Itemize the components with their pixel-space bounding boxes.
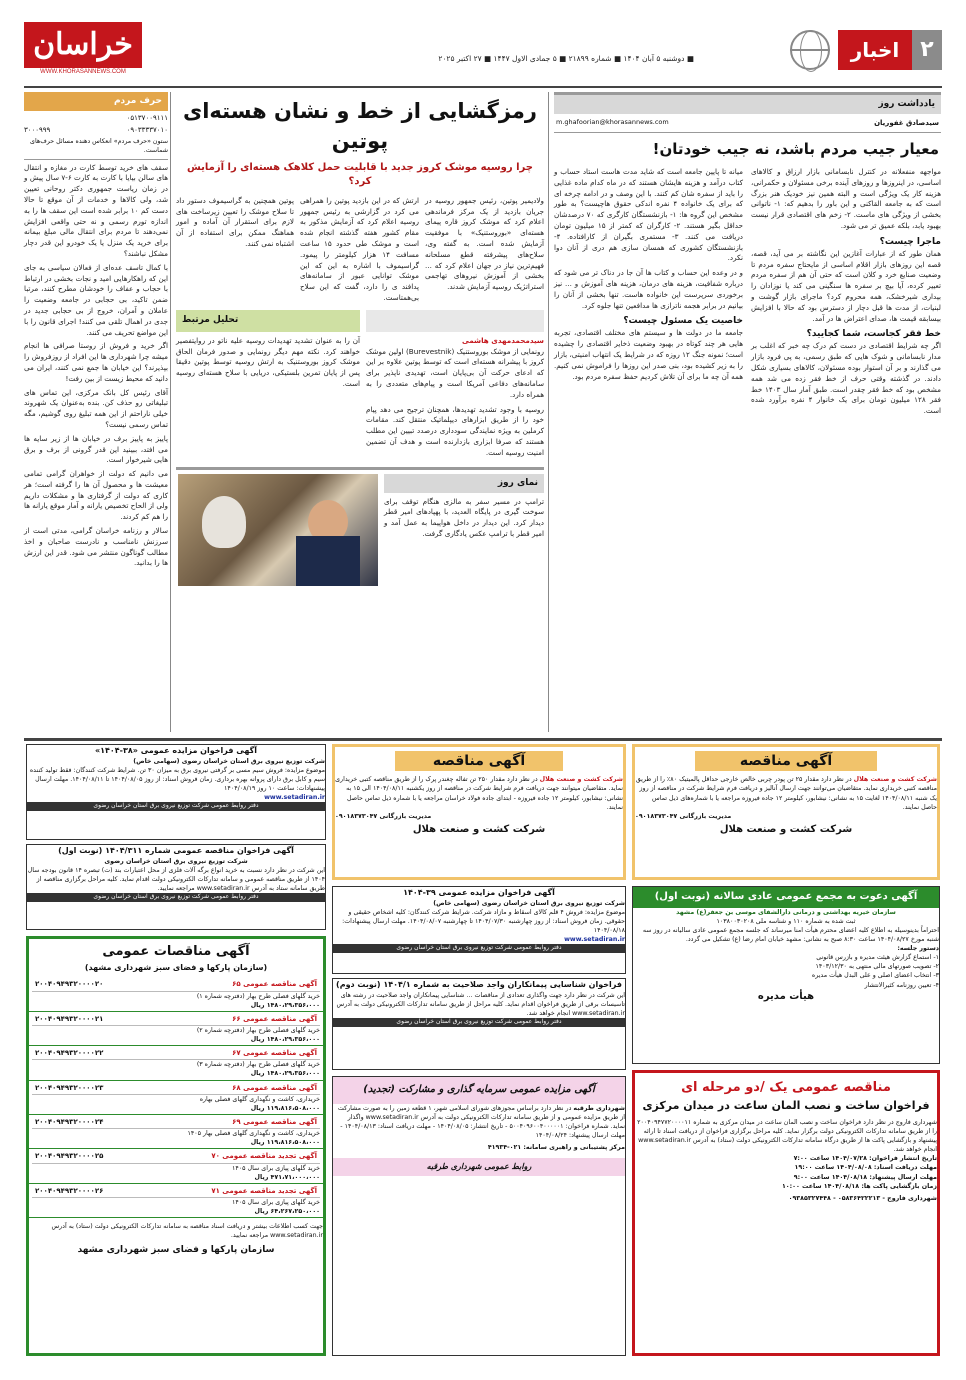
- agenda-item: ۱- استماع گزارش هیئت مدیره و بازرس قانونی: [816, 954, 939, 962]
- parks-tender-item[interactable]: [29, 1081, 323, 1115]
- tender-subject: خرید گلهای فصلی طرح بهار (دفترچه شماره ۳): [196, 1061, 320, 1069]
- tender-subject: خریداری، کاشت و نگهداری گلهای فصلی بهاره: [199, 1095, 320, 1103]
- ad-title: آگهی مناقصه: [695, 751, 877, 771]
- people-voice-intro: ستون «حرف مردم» انعکاس دهنده مسائل حرف‌های شماست.: [24, 137, 168, 159]
- lead-para: ولادیمیر پوتین، رئیس جمهور روسیه در جریان بازدید از یک مرکز فرماندهی اعلام کرد که موشک کروز قاره پیمای هسته‌ای «بوروستنیک» با موفقیت آزمایش شده است. به گفته وی، سلاح‌های پیشرفته قطع مسلحانه فهیم‌ترین نیاز در جهان اعلام کرد که ... بخشی از آموزش نیروهای تهاجمی استراتژیک روسیه آزمایش شدند.: [425, 195, 544, 292]
- ad-org: سازمان خیریه بهداشتی و درمانی دارالشفای موسی بن جعفر(ع) مشهد: [676, 908, 896, 916]
- analysis-label: تحلیل مرتبط: [176, 310, 360, 332]
- ad-footer: دفتر روابط عمومی شرکت توزیع نیروی برق استان خراسان رضوی: [27, 802, 325, 811]
- auction-ad-1[interactable]: [26, 744, 326, 840]
- clock-tender-ad[interactable]: [632, 1070, 940, 1356]
- phone-number[interactable]: ۰۵۱۳۷۰۰۹۱۱۱: [126, 114, 168, 123]
- ad-body: شهرداری فاروج در نظر دارد فراخوان ساخت و نصب المان ساعت در میدان مرکزی به شماره ۲۰۰۴۰۹۴۷۷۲۰۰۰۰۱۱ را از طریق سامانه تدارکات الکترونیکی دولت برگزار نماید. کلیه مراحل برگزاری فراخوان از دریافت اسناد تا ارائه پیشنهاد و بازگشایی پاکت ها از طریق درگاه سامانه تدارکات الکترونیکی دولت (ستاد) به آدرس www.setadiran.ir انجام خواهد شد.: [637, 1118, 937, 1154]
- editorial-para: همان طور که از عبارات آغازین این نگاشته بر می آید، قصه، قصه این روزهای بازار اقلام اساسی از مایحتاج سفره مردم تا وضعیت صنایع خرد و کلان است که حتی آن هم از سفره مردم تعییر کرده، آیا بیچ بر سفره ها سنگینی می کند یا نوزادان را بیداری شیرخشک، همه محروم کرد؟ ماجرای بازار گوشت و لبنیات، از مدت ها قبل دچار از دسترس بود که حالا با افزایش بیسابقه قیمت ها، صدای اعتراض ها در آمد.: [751, 248, 941, 323]
- ad-title: مناقصه عمومی یک /دو مرحله ای: [681, 1080, 891, 1095]
- parks-tender-item[interactable]: [29, 977, 323, 1011]
- ad-org: شرکت کشت و صنعت هلال: [539, 776, 623, 784]
- tender-code: ۲۰۰۴۰۹۴۹۳۲۰۰۰۰۲۲: [35, 1049, 104, 1058]
- ad-body: موضوع مزایده: فروش ۴ قلم کالای اسقاط و مازاد شرکت. شرایط شرکت کنندگان: کلیه اشخاص حقیقی و حقوقی. زمان فروش اسناد: از روز چهارشنبه ۱۴۰۴/۰۷/۳۰ تا چهارشنبه ۱۴۰۴/۰۸/۰۷. مهلت ارسال پیشنهادات: ۱۴۰۴/۰۸/۱۸: [342, 908, 625, 934]
- qualification-ad[interactable]: [332, 978, 626, 1070]
- agenda-item: ۳- انتخاب اعضای اصلی و علی البدل هیأت مدیره: [811, 972, 939, 980]
- editorial-para: میانه تا پایین جامعه است که شاید مدت هاست استاد حساب و کتاب درآمد و هزینه هایشان هستند که در ماه کدام ماده غذایی را باید از سفره شان کم کنند. با این وصف و در ادامه چرخه ای که برای یک خانواده ۴ نفره اندکی حقوق هاچیست؟ به طور مشخص این گروه ها: ۱- بازنشستگان کارگری که ۷۰ درصدشان حداقل بگیر هستند. ۲- کارگران که کمتر از ۱۵ میلیون تومان دریافت می کنند. ۳- مستمری بگیران از کارافتاده. ۴- بازنشستگان کشوری که همسان سازی هم دری از آنان دوا نکرد.: [554, 166, 744, 263]
- tender-amount: ۱۱۹،۸۱۶،۵۰۸،۰۰۰ ریال: [250, 1139, 320, 1147]
- tender-code: ۲۰۰۴۰۹۴۹۳۲۰۰۰۰۲۶: [35, 1186, 104, 1195]
- ad-subtitle: (سازمان پارکها و فضای سبز شهرداری مشهد): [84, 962, 268, 972]
- author-name: سیدصادق غفوریان: [874, 119, 939, 128]
- people-voice-item: سالار و رزنامه خراسان گرامی، مدتی است از سرزنش نا‌مناسب و نادرست صاحبان و اخذ مطالب گوناگون منتشر می شود. قدر این ارزش ها را بدانید.: [24, 526, 168, 568]
- ad-reg: ثبت شده به شماره ۱۱۰ و شناسه ملی ۱۰۳۸۰۰۳۰۲۰۸: [716, 917, 856, 925]
- people-voice-item: پاییز به پاییز برف در خیابان ها از زیر سایه ها می افتد، ببینید این قدر گرونی از برف و برق هایی شیرخوار است.: [24, 433, 168, 465]
- parks-tender-item[interactable]: [29, 1012, 323, 1046]
- tender-subject: خرید گلهای فصلی طرح بهار (دفترچه شماره ۱): [196, 992, 320, 1000]
- ad-org: شرکت توزیع نیروی برق استان خراسان رضوی (سهامی خاص): [433, 899, 625, 907]
- ad-footer: دفتر روابط عمومی شرکت توزیع نیروی برق استان خراسان رضوی: [333, 944, 625, 953]
- editorial-col-a: [751, 167, 941, 417]
- ad-date: مهلت دریافت اسناد: ۱۴۰۴/۰۸/۰۸ ساعت ۱۹:۰۰: [794, 1164, 937, 1172]
- masthead: [24, 22, 942, 84]
- people-voice-item: می دانیم که دولت از خواهران گرامی تمامی معیشت ها و محصول آن ها را گرفته است؛ هر کاری که دولت از گرفتاری ها و مشکلات داریم ولی از الحاح تخصیص یارانه و آمار موقع یارانه ها را هم کم کردند.: [24, 469, 168, 522]
- people-voice-column: [24, 92, 168, 732]
- people-voice-item: اگر خرید و فروش از روستا صرافی ها انجام میشه چرا شهرداری ها این افراد از روزفروش را بپذیرند؟ این خیابان ها جمع نمی کنند، ایران می دانید که محیط زیست از بین رفت!: [24, 341, 168, 383]
- ad-title: آگهی فراخوان مزایده عمومی «۳۸-۱۴۰۴»: [94, 746, 258, 755]
- tender-subject: خرید گلهای فصلی طرح بهار (دفترچه شماره ۲): [196, 1026, 320, 1034]
- page-number: ۲: [912, 30, 942, 70]
- tender-name: آگهی تجدید مناقصه عمومی ۷۱: [211, 1186, 317, 1195]
- editorial-para: و در وعده این حساب و کتاب ها آن جا در دناک تر می شود که درباره شفافیت، هزینه های درمان، هزینه های آموزش و ... نیز برخوردی سرپرست این خانواده هاست. تنها بخشی از آنان را بیانیم در برابر هجمه ناترازی ها مدافعین تنها جلوه کرد.: [554, 268, 743, 310]
- ad-title: آگهی مزایده عمومی سرمایه گذاری و مشارکت (تجدید): [333, 1077, 625, 1104]
- ad-org: شهرداری طرقبه: [573, 1104, 625, 1112]
- editorial-para: اگر چه شرایط اقتصادی در دست کم درک چه خبر که اغلب بر مدار نابسامانی و شوک هایی که طبق رسمی، به پی فرود بازار می گذارند و بر آن استوار بوده مسئولان، کالاهای بسیاری شکل دادند. در گذشته وقتی حرف از خط فقر زده می شد همه مشخص بود که خط فقر چقدر است. طبق آمار سال ۱۴۰۳ خط فقر ۱۲۸ میلیون تومان برای یک خانوار ۴ نفره برآورد شده است.: [751, 341, 941, 416]
- parks-tender-item[interactable]: [29, 1149, 323, 1183]
- ad-title: آگهی مناقصات عمومی: [102, 944, 250, 959]
- ad-note: جهت کسب اطلاعات بیشتر و دریافت اسناد مناقصه به سامانه تدارکات الکترونیکی دولت (ستاد) به آدرس www.setadiran.ir مراجعه نمایید.: [51, 1223, 323, 1240]
- tender-name: آگهی تجدید مناقصه عمومی ۷۰: [211, 1152, 317, 1161]
- analysis-para: آن را به عنوان تشدید تهدیدات روسیه علیه ناتو در روایتفصیر خواهند کرد. نکته مهم دیگر رونمایی و صدور فرمان الحاق موشک کروز بوروستنیک به ارتش روسیه توسط پوتین دقیقا پس از پایان تمرین بلستیکی، دریایی با سلاح هسته‌ای روسیه است.: [176, 335, 360, 389]
- assembly-title: آگهی دعوت به مجمع عمومی عادی سالانه: [713, 891, 918, 902]
- lead-title[interactable]: رمزگشایی از خط و نشان هسته‌ای پوتین: [182, 99, 538, 154]
- tender-subject: خریداری، کاشت و نگهداری گلهای فصلی بهار ۱۴۰۵: [187, 1130, 320, 1138]
- ad-body: در نظر دارد براساس مجوزهای شورای اسلامی شهر، ۱ قطعه زمین را به صورت مشارکت از طریق مزایده عمومی و از طریق سامانه تدارکات الکترونیکی دولت به آدرس www.setadiran.ir واگذار نماید. شماره فراخوان: ۵۰۰۴۰۹۶۰۰۴۰۰۰۰۰۱ - تاریخ انتشار: ۱۴۰۴/۰۸/۰۵ - مهلت دریافت اسناد: ۱۴۰۴/۰۸/۱۳ - مهلت ارسال پیشنهاد: ۱۴۰۴/۰۸/۲۴: [337, 1104, 625, 1139]
- header-divider: [24, 86, 942, 88]
- dateline: ■ دوشنبه ۵ آبان ۱۴۰۴ ■ شماره ۲۱۸۹۹ ■ ۵ جمادی الاول ۱۴۴۷ ■ ۲۷ اکتبر ۲۰۲۵: [438, 54, 694, 63]
- parks-tender-item[interactable]: [29, 1184, 323, 1218]
- editorial-subhead: خاصیت یک مسئول چیست؟: [623, 316, 743, 327]
- agenda-title: دستور جلسه:: [897, 945, 939, 952]
- ad-body: این شرکت در نظر دارد جهت واگذاری تعدادی از مناقصات ... شناسایی پیمانکاران واجد صلاحیت در رشته های تاسیسات برقی از طریق فراخوان اقدام نماید. کلیه مراحل از طریق سامانه تدارکات الکترونیکی دولت به آدرس www.setadiran.ir انجام خواهد شد.: [336, 991, 625, 1017]
- editorial-subhead: ماجرا چیست؟: [879, 236, 941, 247]
- tender-code: ۲۰۰۴۰۹۴۹۳۲۰۰۰۰۲۳: [35, 1083, 104, 1092]
- tender-amount: ۶۴،۲۶۷،۲۵۰،۰۰۰ ریال: [254, 1208, 320, 1216]
- ad-phone: مدیریت بازرگانی ۰۹۰۱۸۳۷۳۰۴۷: [335, 812, 432, 820]
- tender-amount: ۴۷۱،۷۱،۰۰۰،۰۰۰ ریال: [254, 1173, 320, 1181]
- ad-org: شرکت کشت و صنعت هلال: [853, 776, 937, 784]
- editorial-para: مواجهه منفعلانه در کنترل نابسامانی بازار ارزاق و کالاهای اساسی، در اینروزها و روزهای آینده برخی مسئولان و حکمرانی، هزینه کار یک ویژگی است و البته همین نیز خودیک هنر بزرگ است که به جامعه القاکنی و این باور را بدهیم که: ۱- ناتوانی بخشی از ویژگی های ماست. ۲- زخم های اقتصادی قرار نیست بهبود یابد، بلکه عمیق تر می شود.: [751, 166, 942, 230]
- editorial-col-b: [554, 167, 743, 417]
- tender-amount: ۱۱۹،۸۱۶،۵۰۸،۰۰۰ ریال: [250, 1104, 320, 1112]
- ad-date: مهلت ارسال پیشنهاد: ۱۴۰۴/۰۸/۱۸ ساعت ۹:۰۰: [793, 1173, 937, 1181]
- website-url: WWW.KHORASANNEWS.COM: [40, 69, 126, 75]
- ad-title: آگهی مناقصه: [395, 751, 563, 771]
- ad-website[interactable]: www.setadiran.ir: [564, 936, 625, 944]
- tender-ad-2[interactable]: [332, 744, 626, 880]
- people-voice-item: با کمال تاسف عده‌ای از فعالان سیاسی به جای این که راهکارهایی امید و نجات بخشی در ارتباط با حجاب و عفاف را خودشان مطرح کنند، مرتبا ضمن تاکید، بی حجابی در جامعه وضعیت را عاملان و آمران، خروج از بی حجابی جدید در جدی در اهمال تلقی می کنند! اجرای قانون را با این مواضع تحریف می کنند.: [24, 262, 168, 337]
- ad-date: تاریخ انتشار فراخوان: ۱۴۰۴/۰۷/۲۸ ساعت ۷:۰۰: [793, 1155, 937, 1163]
- tender-subject: خرید گلهای پیازی برای سال ۱۴۰۵: [231, 1198, 320, 1206]
- ad-org: شرکت توزیع نیروی برق استان خراسان رضوی (سهامی خاص): [133, 757, 325, 765]
- analysis-author: سیدمحمدمهدی هاشمی: [461, 335, 544, 345]
- assembly-ad[interactable]: [632, 886, 940, 1064]
- tender-code: ۲۰۰۴۰۹۴۹۳۲۰۰۰۰۲۰: [35, 980, 104, 989]
- tender-name: آگهی مناقصه عمومی ۶۵: [232, 980, 317, 989]
- lead-story: [176, 92, 544, 732]
- tender-subject: خرید گلهای پیازی برای سال ۱۴۰۵: [231, 1164, 320, 1172]
- ad-title: آگهی فراخوان مناقصه عمومی شماره ۱۴۰۴/۳۱۱ (نوبت اول): [58, 846, 294, 855]
- section-title: اخبار: [850, 37, 900, 62]
- news-photo[interactable]: [178, 474, 378, 586]
- tender-ad-1[interactable]: [632, 744, 940, 880]
- tender-name: آگهی مناقصه عمومی ۶۶: [232, 1014, 317, 1023]
- editorial-label: یادداشت روز: [554, 95, 941, 114]
- tender-amount: ۱۴۸۰،۲۹،۳۵۶،۰۰۰ ریال: [250, 1070, 320, 1078]
- people-voice-label: حرف مردم: [24, 92, 168, 111]
- editorial-subhead: خط فقر کجاست، شما کجایید؟: [806, 329, 941, 340]
- tender-name: آگهی مناقصه عمومی ۶۸: [232, 1083, 317, 1092]
- tender-name: آگهی مناقصه عمومی ۶۹: [232, 1118, 317, 1126]
- lead-para: ارتش که در این بازدید پوتین را همراهی می کرد در گزارشی به رئیس جمهور روسیه اعلام کرد که آزمایش مذکور به مقام کشور هفته گذشته انجام شده است و موشک طی حدود ۱۵ ساعت مسافت ۱۴ هزار کیلومتر را پیمود. گراسیموف با اشاره به این که این موشک توانایی عبور از سامانه‌های پدافند ی را دارد، گفت که این سلاح بی‌همتاست.: [300, 195, 419, 303]
- agenda-item: ۲- تصویب صورتهای مالی منتهی به ۱۴۰۳/۱۲/۳۰: [815, 963, 939, 971]
- lead-para: پوتین همچنین به گراسیموف دستور داد تا سلاح موشک را تعیین زیرساخت های لازم برای استقرار آن آماده و امور هماهنگ ممکن برای استفاده از آن اشتباه نمی کنند.: [176, 195, 294, 249]
- ad-footer: دفتر روابط عمومی شرکت توزیع نیروی برق استان خراسان رضوی: [27, 893, 325, 902]
- analysis-para: رونمایی از موشک بوروستنیک (Burevestnik) اولین موشک کروز با پیشرانه هسته‌ای است که توسط پوتین علاوه بر این که ادعای حرکت آن بی‌پایان است، تهدیدی ناپذیر برای سامانه‌های دفاعی آمریکا است و پیام‌های متعددی را به همراه دارد.: [366, 346, 544, 399]
- parks-tender-item[interactable]: [29, 1115, 323, 1149]
- editorial-para: جامعه ما در دولت ها و سیستم های مختلف اقتصادی، تجربه هایی هر چند کوتاه در بهبود وضعیت ذخایر اقتصادی را چشیده است؛ نمونه جنگ ۱۲ روزه که در شرایط یک انتهاب امنیتی، بازار را به زیر کشیده بود، بنی صدر این روزها را فراموش نمی کنیم. همه آن چه ما برای آن تلاش کردیم حفظ سفره مردم بود.: [554, 328, 744, 381]
- ad-subtitle: فراخوان ساخت و نصب المان ساعت در میدان مرکزی: [642, 1098, 930, 1112]
- author-email[interactable]: m.ghafoorian@khorasannews.com: [556, 118, 669, 127]
- investment-auction-ad[interactable]: [332, 1076, 626, 1356]
- analysis-right: [366, 310, 544, 459]
- ad-footer: سازمان پارکها و فضای سبز شهرداری مشهد: [77, 1245, 275, 1256]
- ad-footer: شرکت کشت و صنعت هلال: [719, 823, 853, 835]
- ad-body: احتراماً بدینوسیله به اطلاع کلیه اعضای محترم هیأت امنا میرساند که جلسه مجمع عمومی عادی سالیانه در روز سه شنبه مورخ ۱۴۰۴/۰۸/۲۷ ساعت ۸:۳۰ صبح به نشانی: مشهد خیابان امام رضا (ع) تشکیل می گردد.: [642, 926, 939, 943]
- ad-title: [633, 887, 939, 908]
- ad-date: زمان بازگشایی پاکت ها: ۱۴۰۴/۰۸/۱۸ ساعت ۱۰:۰۰: [781, 1182, 937, 1190]
- ad-contact: شهرداری فاروج - ۰۵۸۳۶۴۲۲۲۱۳ - ۰۹۳۸۵۳۲۷۴۴۸: [788, 1194, 937, 1202]
- analysis-left: [176, 310, 360, 459]
- parks-tender-item[interactable]: [29, 1046, 323, 1080]
- tender-ad-3[interactable]: [26, 844, 326, 930]
- sms-number[interactable]: ۳۰۰۰۹۹۹: [24, 126, 51, 135]
- people-voice-item: آقای رئیس کل بانک مرکزی، این تماس های تبلیغاتی رو حذف کن. بنده به‌عنوان یک شهروند خیلی ناراحتم از این همه تبلیغ روی گوشیم، مگه تماس رسمی نیست؟: [24, 387, 168, 429]
- editorial-column: [554, 92, 941, 732]
- tender-code: ۲۰۰۴۰۹۴۹۳۲۰۰۰۰۲۱: [35, 1014, 104, 1023]
- ad-contact: مرکز پشتیبانی و راهبری سامانه: ۰۲۱-۴۱۹۳۴: [487, 1144, 625, 1151]
- ads-divider: [24, 738, 942, 741]
- ad-title: فراخوان شناسایی پیمانکاران واجد صلاحیت به شماره ۱۴۰۴/۱ (نوبت دوم): [336, 980, 622, 989]
- auction-ad-2[interactable]: [332, 886, 626, 974]
- photo-caption: ترامپ در مسیر سفر به مالزی هنگام توقف برای سوخت گیری در پایگاه العدید، با پهپادهای امیر قطر دیدار کرد. این دیدار در داخل هواپیما به عمل آمد و امیر قطر با ترامپ عکس یادگاری گرفت.: [384, 496, 544, 539]
- ad-body: در نظر دارد مقدار ۲۵ تن پودر چربی خالص خارجی حداقل پالمیتیک ۸۰٪ را از طریق مناقصه کتبی خریداری نماید. متقاضیان می‌توانند جهت ارسال آنالیز و دریافت فرم شرایط شرکت در مناقصه از روز یک شنبه ۱۴۰۴/۰۸/۱۱ لغایت ۱۵ به نشانی: نیشابور، کیلومتر ۱۲ جاده فیروزه مراجعه یا با شماره‌های ذیل تماس حاصل نمایند.: [635, 776, 937, 811]
- ad-body: موضوع مزایده: فروش سیم مسی بر گرفتی نیروی برق به میزان ۳۰ تن. شرایط شرکت کنندگان: فقط تولید کننده سیم و کابل برق دارای پروانه بهره برداری. زمان فروش اسناد: از روز ۱۴۰۴/۰۸/۰۵ تا ۱۴۰۴/۰۸/۱۱. مهلت ارسال پیشنهادات: ساعت ۱۰ روز ۱۴۰۴/۰۸/۱۹: [29, 766, 325, 792]
- column-divider: [170, 92, 171, 732]
- ad-footer: دفتر روابط عمومی شرکت توزیع نیروی برق استان خراسان رضوی: [333, 1018, 625, 1027]
- tender-amount: ۱۴۸۰،۲۹،۳۵۶،۰۰۰ ریال: [250, 1001, 320, 1009]
- section-badge: [838, 30, 942, 70]
- photo-of-day: [176, 467, 544, 586]
- ad-footer: هیأت مدیره: [757, 990, 815, 1002]
- ad-title: آگهی فراخوان مزایده عمومی ۳۹-۱۴۰۴: [403, 888, 555, 897]
- ad-website[interactable]: www.setadiran.ir: [264, 794, 325, 802]
- ad-footer: روابط عمومی شهرداری طرقبه: [333, 1158, 625, 1176]
- ad-org: شرکت توزیع نیروی برق استان خراسان رضوی: [104, 857, 248, 865]
- tender-name: آگهی مناقصه عمومی ۶۷: [232, 1049, 317, 1058]
- people-voice-item: سقف های خرید توسط کارت در مغازه و انتقال های سالن بیایا با کارت به کارت ۶-۷ سال پیش و در زمان ریاست جمهوری دکتر روحانی تعیین شد، ولی کالاها و خدمات از آن موقع تا حالا دست کم ۱۰ برابر شده است این سقف ها را به اندازه تورم رسمی و نه حتی واقعی افزایش نمی‌دهند تا مردم برای انتقال مالی مبلغ بیمانه برای خرید یک منزل یا یک خودرو این قدر دچار مشکل نباشند؟: [24, 162, 169, 258]
- lead-subtitle: چرا روسیه موشک کروز جدید با قابلیت حمل کلاهک هسته‌ای را آزمایش کرد؟: [187, 161, 533, 188]
- tender-code: ۲۰۰۴۰۹۴۹۳۲۰۰۰۰۲۴: [35, 1118, 104, 1126]
- photo-label: نمای روز: [384, 474, 544, 493]
- assembly-badge: (نوبت اول): [654, 891, 711, 902]
- parks-tender-ad[interactable]: [26, 936, 326, 1356]
- analysis-para: روسیه با وجود تشدید تهدیدها، همچنان ترجیح می دهد پیام خود را از طریق ابزارهای دیپلماتیک منتقل کند. مقامات کرملین به ویژه نمایندگی سودداری درصدد تبیین این مطلب هستند که صرفا ابزاری بازدارنده است و هدف آن تضمین امنیت روسیه است.: [366, 404, 544, 457]
- column-divider: [548, 92, 549, 732]
- mobile-number[interactable]: ۰۹۰۳۳۳۳۷۰۱۰: [126, 126, 168, 135]
- ad-footer: شرکت کشت و صنعت هلال: [412, 823, 546, 835]
- globe-icon: [790, 30, 830, 70]
- editorial-title[interactable]: معیار جیب مردم باشد، نه جیب خودتان!: [652, 140, 939, 159]
- agenda-item: ۴- تعیین روزنامه کثیرالانتشار: [864, 981, 939, 989]
- newspaper-logo[interactable]: خراسان: [24, 22, 142, 68]
- tender-code: ۲۰۰۴۰۹۴۹۳۲۰۰۰۰۲۵: [35, 1152, 104, 1161]
- ad-phone: مدیریت بازرگانی ۰۹۰۱۸۳۷۳۰۴۷: [635, 812, 732, 820]
- tender-amount: ۱۴۸۰،۲۹،۳۵۶،۰۰۰ ریال: [250, 1036, 320, 1044]
- parks-tender-list: [29, 977, 323, 1218]
- ad-body: در نظر دارد مقدار ۲۵۰ تن تفاله چغندر پرک را از طریق مناقصه کتبی خریداری نماید. متقاضیان میتوانند جهت دریافت فرم شرایط شرکت در مناقصه از روز یکشنبه ۱۴۰۴/۰۸/۱۱ الی ۱۵ به نشانی: نیشابور، کیلومتر ۱۲ جاده فیروزه - ابتدای جاده فولاد خراسان مراجعه یا با شماره ذیل تماس حاصل نمایند.: [335, 776, 623, 811]
- ad-body: این شرکت در نظر دارد نسبت به خرید انواع برگه آلات فلزی از محل اعتبارات بند (ت) تبصره ۱۴ قانون بودجه سال ۱۴۰۴ از طریق مناقصه عمومی و سامانه تدارکات الکترونیکی دولت اقدام نماید. کلیه مراحل برگزاری مناقصه از طریق سامانه ستاد به آدرس www.setadiran.ir مراجعه نمایید.: [27, 866, 325, 892]
